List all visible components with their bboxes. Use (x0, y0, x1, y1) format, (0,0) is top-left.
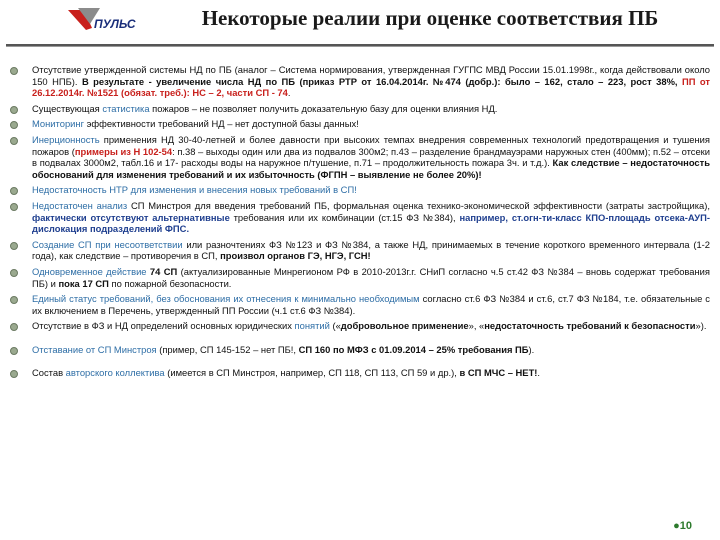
list-item: Существующая статистика пожаров – не позволяет получить доказательную базу для оценки влияния НД. (0, 103, 720, 115)
list-item: Единый статус требований, без обоснования их отнесения к минимально необходимым согласно ст.6 ФЗ №384 и ст.6, ст.7 ФЗ №184, т.е. обязательные с их включением в Перечень, утвержденный ПП России (ч.1 ст.6 ФЗ №384). (0, 293, 720, 316)
list-item: Одновременное действие 74 СП (актуализированные Минрегионом РФ в 2010-2013г.г. СНиП согласно ч.5 ст.42 ФЗ №384 – вновь содержат требования ПБ) и пока 17 СП по пожарной безопасности. (0, 266, 720, 289)
list-item: Инерционность применения НД 30-40-летней и более давности при высоких темпах внедрения современных технологий предотвращения и тушения пожаров (примеры из Н 102-54: п.38 – выходы один или два из подвалов 300м2; п.43 – разделение брандмауэрами наружных стен (400мм); п.52 – отсеки в подвалах 3000м2, табл.16 и 17- расходы воды на наружное п/тушение, п.71 – продолжительность пожара 3ч. и т.д.). Как следствие – недостаточность обоснований для изменения требований и их избыточность (ФГПН – выявление не более 20%)! (0, 134, 720, 180)
title-divider (6, 44, 714, 47)
page-title: Некоторые реалии при оценке соответствия ПБ (201, 6, 659, 30)
list-item: Создание СП при несоответствии или разночтениях ФЗ №123 и ФЗ №384, а также НД, принимаемых в течение короткого временного интервала (1-2 года), как следствие – противоречия в СП, произвол органов ГЭ, НГЭ, ГСН! (0, 239, 720, 262)
list-item: Отсутствие утвержденной системы НД по ПБ (аналог – Система нормирования, утвержденная ГУГПС МВД России 15.01.1998г., когда действовали около 150 НПБ). В результате - увеличение числа НД по ПБ (приказ РТР от 16.04.2014г. №474 (добр.): было – 162, стало – 223, рост 38%, ПП от 26.12.2014г. №1521 (обязат. треб.): НС – 2, части СП - 74. (0, 64, 720, 99)
list-item: Отсутствие в ФЗ и НД определений основных юридических понятий («добровольное применение», «недостаточность требований к безопасности»). (0, 320, 720, 332)
list-item: Состав авторского коллектива (имеется в СП Минстроя, например, СП 118, СП 113, СП 59 и др.), в СП МЧС – НЕТ!. (0, 367, 720, 379)
pulse-logo (64, 4, 154, 42)
list-item: Мониторинг эффективности требований НД – нет доступной базы данных! (0, 118, 720, 130)
page-number: ●10 (673, 520, 692, 532)
bullet-list (0, 64, 720, 383)
list-item: Недостаточность НТР для изменения и внесения новых требований в СП! (0, 184, 720, 196)
list-item: Недостаточен анализ СП Минстроя для введения требований ПБ, формальная оценка технико-экономической эффективности (затраты застройщика), фактически отсутствуют альтернативные требования или их комбинации (ст.15 ФЗ №384), например, ст.огн-ти-класс КПО-площадь отсека-АУП-дислокация подразделений ФПС. (0, 200, 720, 235)
logo-text: ПУЛЬС (94, 17, 136, 31)
list-item: Отставание от СП Минстроя (пример, СП 145-152 – нет ПБ!, СП 160 по МФЗ с 01.09.2014 – 25% требования ПБ). (0, 344, 720, 356)
